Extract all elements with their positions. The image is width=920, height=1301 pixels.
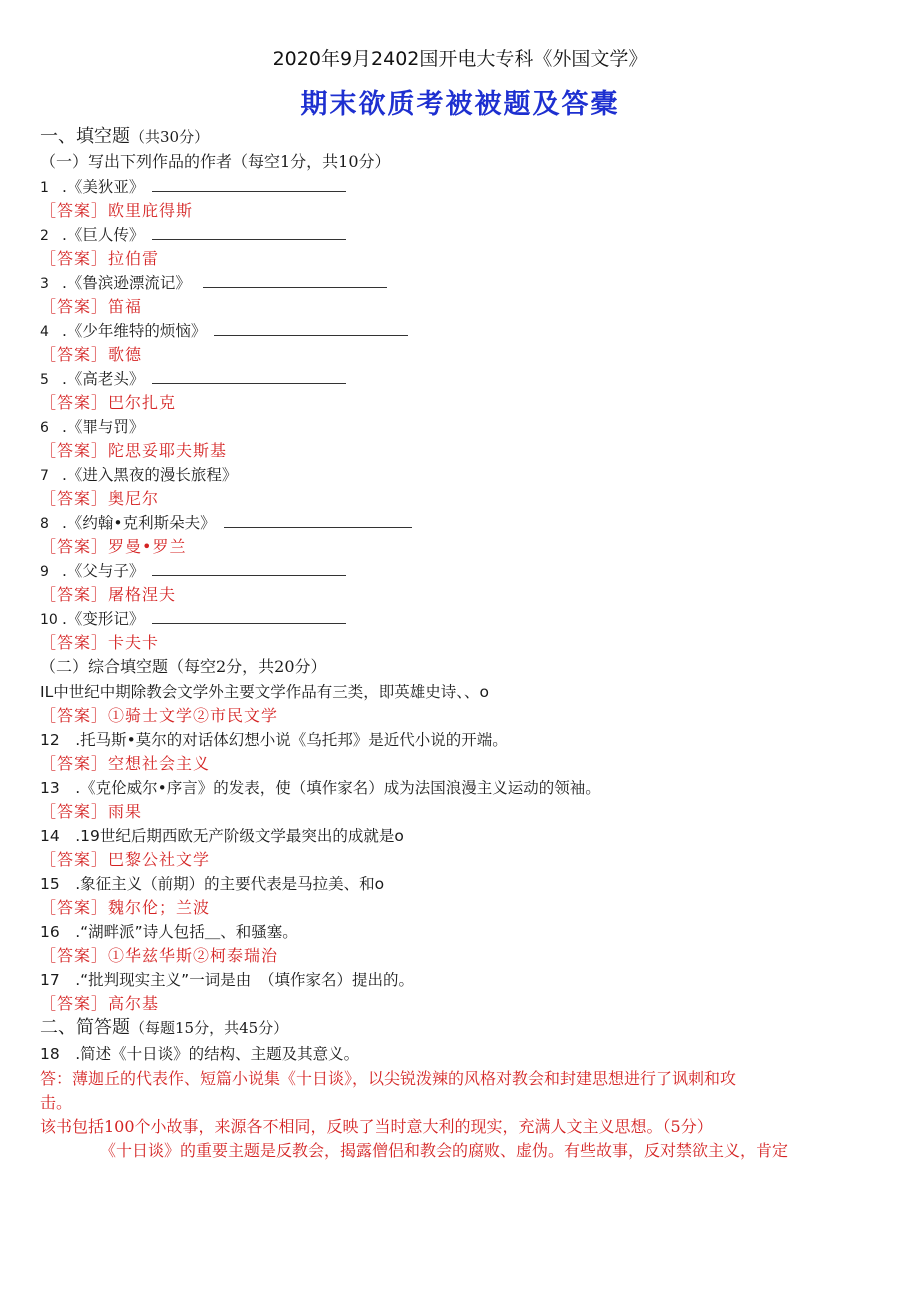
answer-6: ［答案］陀思妥耶夫斯基 xyxy=(40,441,228,460)
section1-title: 一、填空题 xyxy=(40,126,130,147)
question-12: 12 .托马斯•莫尔的对话体幻想小说《乌托邦》是近代小说的开端。 xyxy=(40,731,508,749)
document-title: 2020年9月2402国开电大专科《外国文学》 xyxy=(272,48,648,70)
answer-16: ［答案］①华兹华斯②柯泰瑞治 xyxy=(40,946,279,965)
answer-13: ［答案］雨果 xyxy=(40,802,143,821)
answer-8: ［答案］罗曼•罗兰 xyxy=(40,537,187,556)
section1-part2-heading: （二）综合填空题（每空2分，共20分） xyxy=(40,657,327,676)
answer-blank xyxy=(214,320,408,336)
section1-heading xyxy=(40,126,209,148)
answer-blank xyxy=(152,368,346,384)
question-17: 17 .“批判现实主义”一词是由 （填作家名）提出的。 xyxy=(40,971,414,989)
answer-1: ［答案］欧里庇得斯 xyxy=(40,201,194,220)
question-2: 2 .《巨人传》 xyxy=(40,224,346,247)
question-1: 1 .《美狄亚》 xyxy=(40,176,346,199)
answer-blank xyxy=(152,224,346,240)
section1-score: （共30分） xyxy=(130,128,210,146)
question-18: 18 .简述《十日谈》的结构、主题及其意义。 xyxy=(40,1045,360,1063)
answer-10: ［答案］卡夫卡 xyxy=(40,633,160,652)
answer-14: ［答案］巴黎公社文学 xyxy=(40,850,211,869)
answer-9: ［答案］屠格涅夫 xyxy=(40,585,177,604)
question-3: 3 .《鲁滨逊漂流记》 xyxy=(40,272,387,295)
section1-part1-heading: （一）写出下列作品的作者（每空1分，共10分） xyxy=(40,152,391,171)
question-6: 6 .《罪与罚》 xyxy=(40,418,145,436)
answer-blank xyxy=(152,608,346,624)
question-10: 10 .《变形记》 xyxy=(40,608,346,631)
answer-18-line-1: 答：薄迦丘的代表作、短篇小说集《十日谈》，以尖锐泼辣的风格对教会和封建思想进行了讽刺和攻 xyxy=(40,1069,737,1088)
question-7: 7 .《进入黑夜的漫长旅程》 xyxy=(40,466,238,484)
answer-blank xyxy=(152,176,346,192)
answer-18-line-4: 《十日谈》的重要主题是反教会，揭露僧侣和教会的腐败、虚伪。有些故事，反对禁欲主义，肯定 xyxy=(100,1141,789,1160)
section2-heading xyxy=(40,1017,288,1039)
answer-18-line-2: 击。 xyxy=(40,1093,73,1112)
answer-4: ［答案］歌德 xyxy=(40,345,143,364)
answer-2: ［答案］拉伯雷 xyxy=(40,249,160,268)
answer-11: ［答案］①骑士文学②市民文学 xyxy=(40,706,279,725)
answer-blank xyxy=(203,272,387,288)
answer-7: ［答案］奥尼尔 xyxy=(40,489,160,508)
question-15: 15 .象征主义（前期）的主要代表是马拉美、和o xyxy=(40,875,385,893)
question-14: 14 .19世纪后期西欧无产阶级文学最突出的成就是o xyxy=(40,827,404,845)
section2-score: （每题15分，共45分） xyxy=(130,1019,289,1037)
answer-18-line-3: 该书包括100个小故事，来源各不相同，反映了当时意大利的现实，充满人文主义思想。（5分） xyxy=(40,1117,713,1136)
question-11: IL中世纪中期除教会文学外主要文学作品有三类，即英雄史诗、、o xyxy=(40,683,489,701)
question-16: 16 .“湖畔派”诗人包括＿、和骚塞。 xyxy=(40,923,298,941)
answer-5: ［答案］巴尔扎克 xyxy=(40,393,177,412)
answer-blank xyxy=(152,560,346,576)
answer-12: ［答案］空想社会主义 xyxy=(40,754,211,773)
answer-15: ［答案］魏尔伦；兰波 xyxy=(40,898,211,917)
question-4: 4 .《少年维特的烦恼》 xyxy=(40,320,408,343)
question-13: 13 .《克伦威尔•序言》的发表，使（填作家名）成为法国浪漫主义运动的领袖。 xyxy=(40,779,601,797)
section2-title: 二、简答题 xyxy=(40,1017,130,1038)
answer-blank xyxy=(224,512,412,528)
answer-3: ［答案］笛福 xyxy=(40,297,143,316)
document-subtitle: 期末欲质考被被题及答橐 xyxy=(300,89,620,120)
question-8: 8 .《约翰•克利斯朵夫》 xyxy=(40,512,412,535)
question-9: 9 .《父与子》 xyxy=(40,560,346,583)
question-5: 5 .《高老头》 xyxy=(40,368,346,391)
answer-17: ［答案］高尔基 xyxy=(40,994,160,1013)
